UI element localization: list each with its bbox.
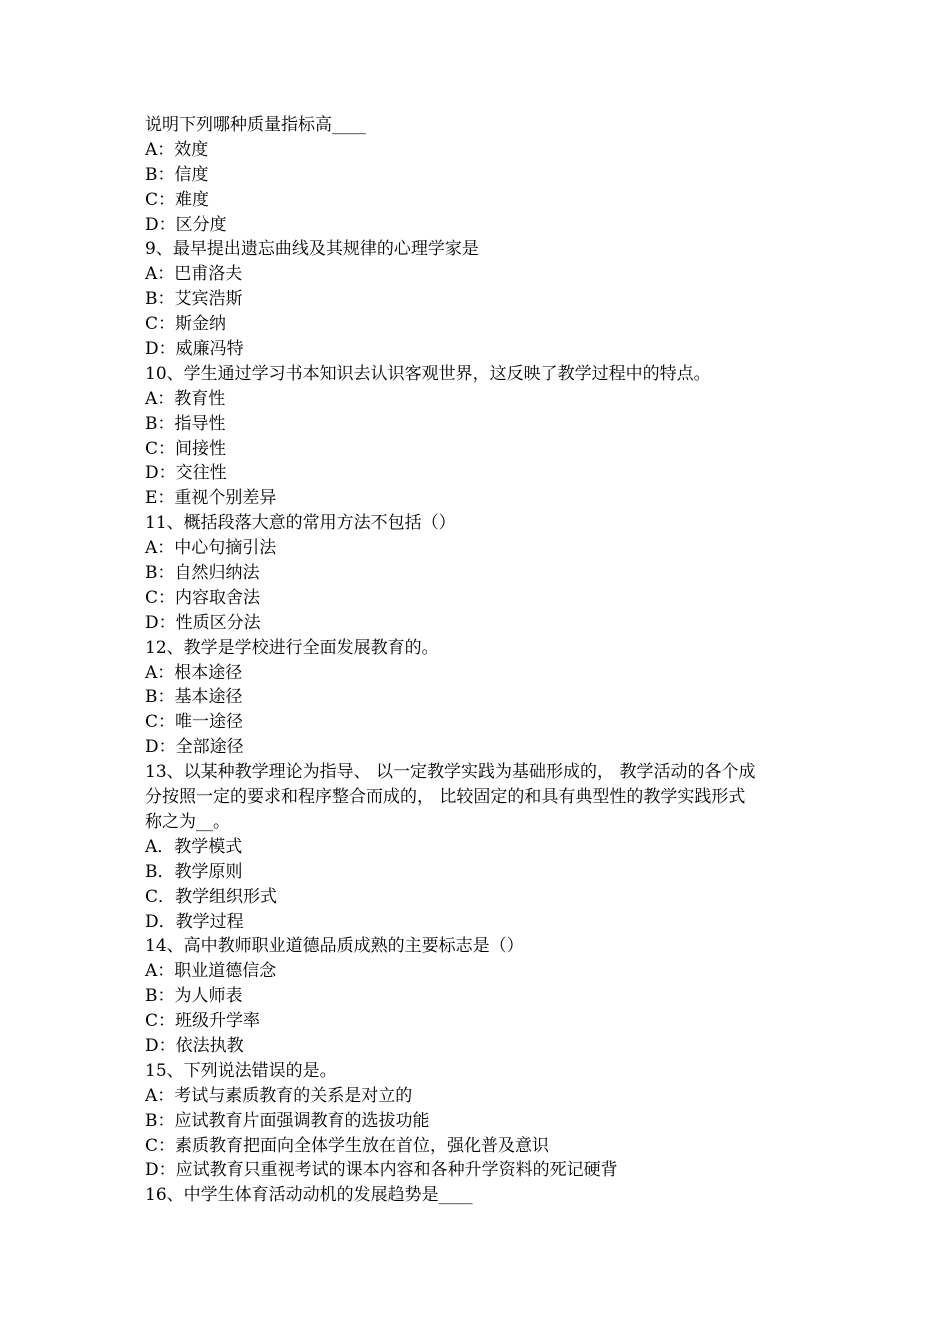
option-line: A：根本途径	[145, 662, 243, 683]
question-line: 15、下列说法错误的是。	[145, 1060, 337, 1081]
option-line: C：唯一途径	[145, 712, 244, 733]
option-line: D：全部途径	[145, 737, 244, 758]
question-line: 10、学生通过学习书本知识去认识客观世界，这反映了教学过程中的特点。	[145, 363, 711, 384]
question-line: 14、高中教师职业道德品质成熟的主要标志是（）	[145, 936, 524, 957]
option-line: A：中心句摘引法	[145, 538, 277, 559]
question-line: 11、概括段落大意的常用方法不包括（）	[145, 513, 456, 534]
option-line: D：应试教育只重视考试的课本内容和各种升学资料的死记硬背	[145, 1160, 618, 1181]
option-line: D：威廉冯特	[145, 339, 244, 360]
option-line: C：班级升学率	[145, 1011, 261, 1032]
option-line: B：指导性	[145, 413, 226, 434]
option-line: B：为人师表	[145, 986, 243, 1007]
option-line: E：重视个别差异	[145, 488, 277, 509]
option-line: B：信度	[145, 164, 209, 185]
option-line: D：依法执教	[145, 1035, 244, 1056]
option-line: B．教学原则	[145, 861, 243, 882]
option-line: A：考试与素质教育的关系是对立的	[145, 1085, 413, 1106]
option-line: D：交往性	[145, 463, 227, 484]
option-line: D：区分度	[145, 214, 227, 235]
option-line: B：基本途径	[145, 687, 243, 708]
option-line: A．教学模式	[145, 836, 243, 857]
question-line: 12、教学是学校进行全面发展教育的。	[145, 637, 439, 658]
option-line: A：教育性	[145, 388, 226, 409]
option-line: D．教学过程	[145, 911, 244, 932]
text-line: 说明下列哪种质量指标高____	[145, 115, 366, 135]
option-line: B：自然归纳法	[145, 563, 260, 584]
question-line: 分按照一定的要求和程序整合而成的， 比较固定的和具有典型性的教学实践形式	[145, 787, 746, 808]
option-line: C：间接性	[145, 438, 227, 459]
option-line: B：应试教育片面强调教育的选拔功能	[145, 1110, 430, 1131]
question-line: 称之为__。	[145, 811, 230, 832]
question-line: 16、中学生体育活动动机的发展趋势是____	[145, 1185, 473, 1206]
question-line: 9、最早提出遗忘曲线及其规律的心理学家是	[145, 239, 479, 260]
question-line: 13、以某种教学理论为指导、 以一定教学实践为基础形成的， 教学活动的各个成	[145, 762, 756, 783]
option-line: A：职业道德信念	[145, 961, 277, 982]
document-page	[145, 113, 825, 1208]
option-line: C：素质教育把面向全体学生放在首位，强化普及意识	[145, 1135, 550, 1156]
option-line: B：艾宾浩斯	[145, 289, 243, 310]
option-line: C：内容取舍法	[145, 587, 261, 608]
option-line: C．教学组织形式	[145, 886, 278, 907]
option-line: A：效度	[145, 139, 209, 160]
option-line: D：性质区分法	[145, 612, 261, 633]
option-line: A：巴甫洛夫	[145, 264, 243, 285]
option-line: C：难度	[145, 189, 210, 210]
option-line: C：斯金纳	[145, 314, 227, 335]
